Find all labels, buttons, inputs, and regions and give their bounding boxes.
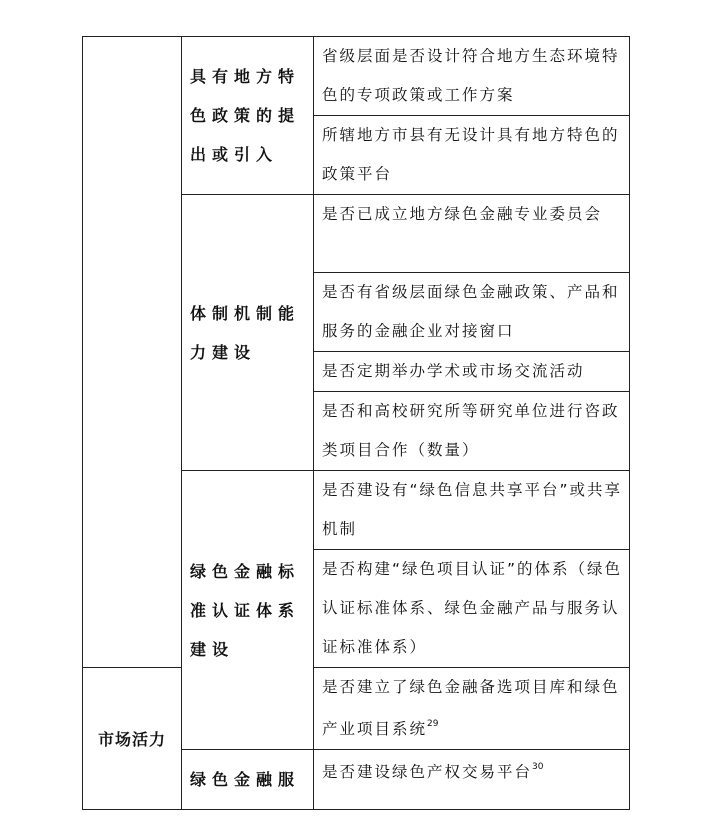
indicator-cell [314,750,630,810]
subcategory-local-policy: 具有地方特色政策的提出或引入 [182,37,314,195]
category-market-vitality: 市场活力 [83,668,182,810]
subcategory-institution-capacity: 体制机制能力建设 [182,195,314,471]
footnote-marker: 29 [427,719,439,729]
indicator-cell: 所辖地方市县有无设计具有地方特色的政策平台 [314,116,630,195]
indicator-text: 是否建立了绿色金融备选项目库和绿色产业项目系统 [322,678,620,739]
subcategory-standard-certification: 绿色金融标准认证体系建设 [182,471,314,750]
indicator-cell: 是否有省级层面绿色金融政策、产品和服务的金融企业对接窗口 [314,273,630,352]
indicator-cell: 省级层面是否设计符合地方生态环境特色的专项政策或工作方案 [314,37,630,116]
footnote-marker: 30 [532,762,544,773]
indicator-cell [314,668,630,750]
indicator-table [82,36,630,810]
indicator-text: 是否建设绿色产权交易平台 [322,763,533,782]
indicator-cell: 是否构建“绿色项目认证”的体系（绿色认证标准体系、绿色金融产品与服务认证标准体系） [314,550,630,668]
indicator-cell: 是否和高校研究所等研究单位进行咨政类项目合作（数量） [314,392,630,471]
indicator-cell: 是否定期举办学术或市场交流活动 [314,352,630,392]
indicator-cell: 是否已成立地方绿色金融专业委员会 [314,195,630,273]
table-row [83,37,630,116]
table-row [83,668,630,750]
subcategory-green-finance-service: 绿色金融服 [182,750,314,810]
category-cell [83,37,182,668]
indicator-cell: 是否建设有“绿色信息共享平台”或共享机制 [314,471,630,550]
